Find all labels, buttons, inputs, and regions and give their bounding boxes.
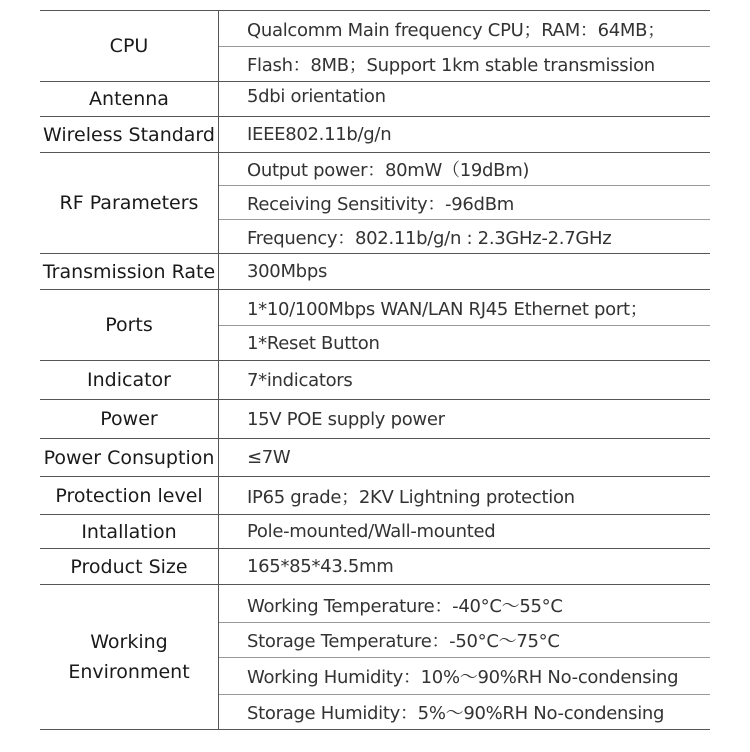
spec-label-power: Power xyxy=(40,400,219,439)
spec-value-size: 165*85*43.5mm xyxy=(219,549,711,585)
spec-label-wireless: Wireless Standard xyxy=(40,117,219,153)
spec-value-indicator: 7*indicators xyxy=(219,361,711,400)
spec-row-rate xyxy=(40,254,710,290)
spec-row-size xyxy=(40,549,710,585)
spec-row-indicator xyxy=(40,361,710,400)
spec-row-power xyxy=(40,400,710,439)
spec-row-environment xyxy=(40,585,710,623)
spec-label-rate: Transmission Rate xyxy=(40,254,219,290)
spec-value-rf-2: Receiving Sensitivity：-96dBm xyxy=(219,186,711,220)
spec-label-rf: RF Parameters xyxy=(40,153,219,254)
spec-value-cpu-1: Qualcomm Main frequency CPU；RAM：64MB； xyxy=(219,11,711,47)
spec-label-consumption: Power Consuption xyxy=(40,439,219,477)
spec-value-ports-2: 1*Reset Button xyxy=(219,326,711,361)
spec-table xyxy=(40,10,710,730)
spec-label-size: Product Size xyxy=(40,549,219,585)
spec-row-antenna xyxy=(40,82,710,117)
spec-label-ports: Ports xyxy=(40,290,219,361)
spec-value-wireless: IEEE802.11b/g/n xyxy=(219,117,711,153)
spec-value-ports-1: 1*10/100Mbps WAN/LAN RJ45 Ethernet port； xyxy=(219,290,711,326)
spec-label-protection: Protection level xyxy=(40,477,219,515)
spec-row-installation xyxy=(40,515,710,549)
spec-value-rate: 300Mbps xyxy=(219,254,711,290)
spec-row-protection xyxy=(40,477,710,515)
spec-row-ports xyxy=(40,290,710,326)
spec-value-installation: Pole-mounted/Wall-mounted xyxy=(219,515,711,549)
spec-value-environment-4: Storage Humidity：5%～90%RH No-condensing xyxy=(219,695,711,730)
spec-row-consumption xyxy=(40,439,710,477)
spec-label-antenna: Antenna xyxy=(40,82,219,117)
spec-value-antenna: 5dbi orientation xyxy=(219,82,711,117)
spec-row-rf xyxy=(40,153,710,186)
spec-value-protection: IP65 grade；2KV Lightning protection xyxy=(219,477,711,515)
spec-value-consumption: ≤7W xyxy=(219,439,711,477)
spec-row-cpu xyxy=(40,11,710,47)
spec-value-power: 15V POE supply power xyxy=(219,400,711,439)
spec-value-environment-3: Working Humidity：10%～90%RH No-condensing xyxy=(219,658,711,695)
spec-label-environment: Working Environment xyxy=(40,585,219,730)
spec-value-rf-1: Output power：80mW（19dBm) xyxy=(219,153,711,186)
spec-label-installation: Intallation xyxy=(40,515,219,549)
spec-row-wireless xyxy=(40,117,710,153)
spec-value-environment-1: Working Temperature：-40°C～55°C xyxy=(219,585,711,623)
spec-value-cpu-2: Flash：8MB；Support 1km stable transmission xyxy=(219,47,711,82)
spec-label-cpu: CPU xyxy=(40,11,219,82)
spec-value-environment-2: Storage Temperature：-50°C～75°C xyxy=(219,623,711,658)
spec-value-rf-3: Frequency：802.11b/g/n : 2.3GHz-2.7GHz xyxy=(219,220,711,254)
spec-label-indicator: Indicator xyxy=(40,361,219,400)
